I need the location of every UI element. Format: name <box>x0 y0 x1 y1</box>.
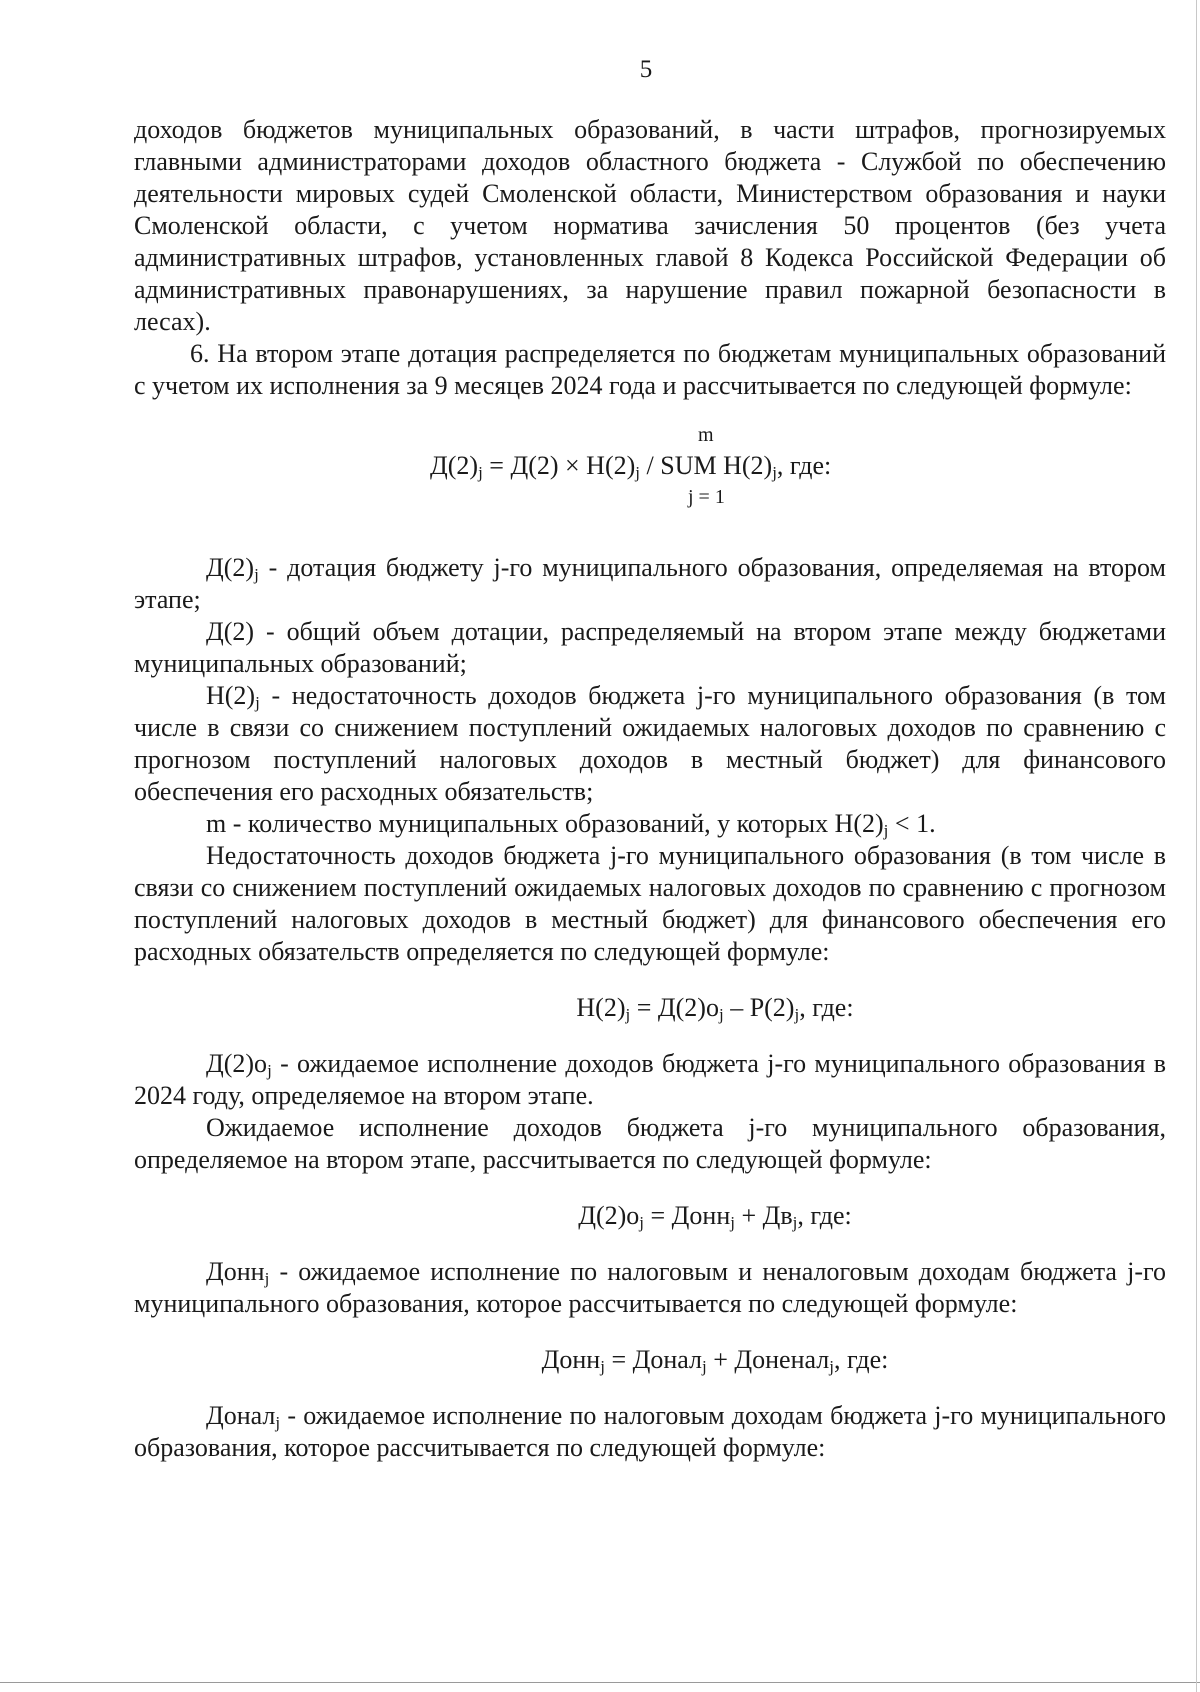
formula-main-line: $Д(2)_j = Д(2) \times Н(2)_j$ / SUM $Н(2)_j$, где: <box>430 451 832 482</box>
sum-upper-limit: m <box>698 424 714 446</box>
formula-tax-nontax: Донн$_j$ = Донал$_j$ + Доненал$_j$, где: <box>541 1345 889 1376</box>
definition-m: m - количество муниципальных образований, у которых $Н(2)_j < 1$. <box>206 809 936 840</box>
definition-d2: Д(2) - общий объем дотации, распределяемый на втором этапе между бюджетами муниципальных образований; <box>134 617 1166 678</box>
definition-d2oj: $Д(2)о_j$ - ожидаемое исполнение доходов бюджета j-го муниципального образования в 2024 году, определяемое на втором этапе. <box>134 1049 1166 1110</box>
formula-insufficiency: $Н(2)_j = Д(2)о_j - Р(2)_j$, где: <box>576 993 854 1024</box>
paragraph-expected-execution: Ожидаемое исполнение доходов бюджета j-го муниципального образования, определяемое на втором этапе, рассчитывается по следующей формуле: <box>134 1113 1166 1174</box>
formula-expected-execution: $Д(2)о_j$ = Донн$_j$ + $Дв_j$, где: <box>578 1201 852 1232</box>
page-number: 5 <box>639 56 653 83</box>
definition-d2j: $Д(2)_j$ - дотация бюджету j-го муниципального образования, определяемая на втором этапе; <box>134 553 1166 614</box>
definition-n2j: $Н(2)_j$ - недостаточность доходов бюджета j-го муниципального образования (в том числе в связи со снижением поступлений ожидаемых налоговых доходов по сравнению с прогнозом поступлений налоговых доходов в местный бюджет) для финансового обеспечения его расходных обязательств; <box>134 681 1166 806</box>
scan-right-edge <box>1196 0 1197 1692</box>
scan-bottom-edge <box>0 1682 1200 1683</box>
definition-donnj: Донн$_j$ - ожидаемое исполнение по налоговым и неналоговым доходам бюджета j-го муниципального образования, которое рассчитывается по следующей формуле: <box>134 1257 1166 1318</box>
document-body <box>134 114 1166 1464</box>
paragraph-continuation: доходов бюджетов муниципальных образований, в части штрафов, прогнозируемых главными администраторами доходов областного бюджета - Службой по обеспечению деятельности мировых судей Смоленской области, Министерством образования и науки Смоленской области, с учетом норматива зачисления 50 процентов (без учета административных штрафов, установленных главой 8 Кодекса Российской Федерации об административных правонарушениях, за нарушение правил пожарной безопасности в лесах). <box>134 115 1166 336</box>
paragraph-insufficiency: Недостаточность доходов бюджета j-го муниципального образования (в том числе в связи со снижением поступлений ожидаемых налоговых доходов по сравнению с прогнозом поступлений налоговых доходов в местный бюджет) для финансового обеспечения его расходных обязательств определяется по следующей формуле: <box>134 841 1166 966</box>
sum-lower-limit: j = 1 <box>688 486 725 508</box>
formula-dotation-distribution <box>134 424 1166 542</box>
paragraph-item-6: 6. На втором этапе дотация распределяется по бюджетам муниципальных образований с учетом их исполнения за 9 месяцев 2024 года и рассчитывается по следующей формуле: <box>134 339 1166 400</box>
definition-donalj: Донал$_j$ - ожидаемое исполнение по налоговым доходам бюджета j-го муниципального образования, которое рассчитывается по следующей формуле: <box>134 1401 1166 1462</box>
